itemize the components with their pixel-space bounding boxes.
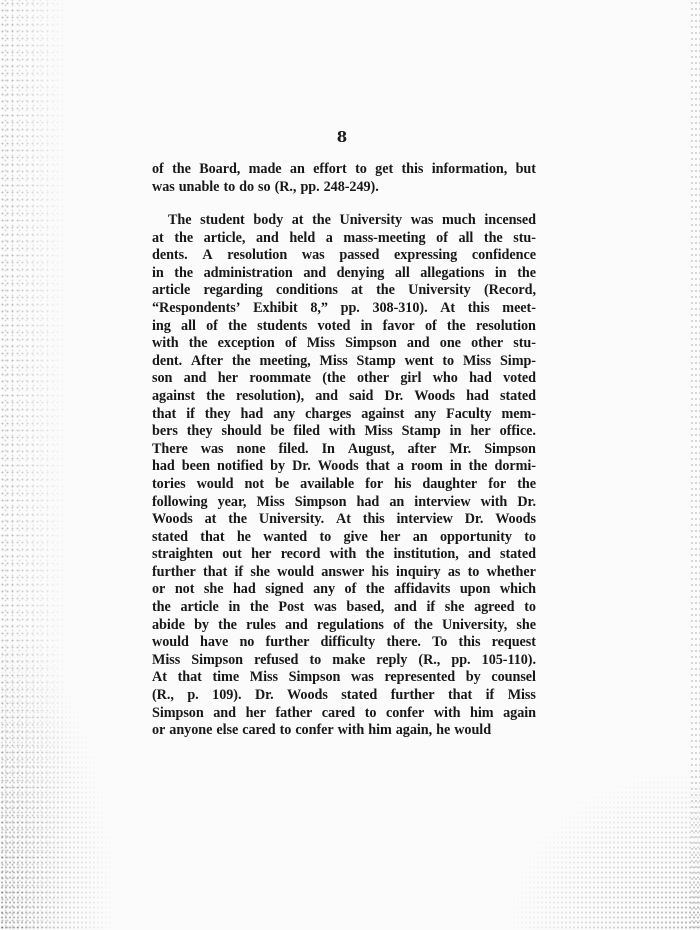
text-line: Miss Simpson refused to make reply (R., pp. 105-110).: [152, 651, 536, 668]
text-line: article regarding conditions at the University (Record,: [152, 282, 536, 299]
text-line: bers they should be filed with Miss Stamp in her office.: [152, 423, 536, 440]
text-line: further that if she would answer his inquiry as to whether: [152, 563, 536, 580]
text-line: straighten out her record with the institution, and stated: [152, 546, 536, 563]
text-line: had been notified by Dr. Woods that a room in the dormi-: [152, 458, 536, 475]
page-number: 8: [336, 128, 348, 146]
text-line: the article in the Post was based, and if she agreed to: [152, 599, 536, 616]
scan-noise-bottom-right: [500, 760, 700, 930]
text-line: Woods at the University. At this interview Dr. Woods: [152, 511, 536, 528]
text-line: or not she had signed any of the affidavits upon which: [152, 581, 536, 598]
text-line: of the Board, made an effort to get this information, but: [152, 161, 536, 177]
text-line: “Respondents’ Exhibit 8,” pp. 308-310). At this meet-: [152, 299, 536, 316]
text-line: tories would not be available for his daughter for the: [152, 475, 536, 492]
text-line: against the resolution), and said Dr. Woods had stated: [152, 387, 536, 404]
text-line: stated that he wanted to give her an opportunity to: [152, 528, 536, 545]
text-line: son and her roommate (the other girl who had voted: [152, 370, 536, 387]
text-line: following year, Miss Simpson had an interview with Dr.: [152, 493, 536, 510]
text-line: was unable to do so (R., pp. 248-249).: [152, 178, 379, 195]
text-line: or anyone else cared to confer with him again, he would: [152, 722, 492, 739]
paragraph-continuation: [152, 161, 536, 196]
text-line: with the exception of Miss Simpson and one other stu-: [152, 335, 536, 352]
text-line: that if they had any charges against any Faculty mem-: [152, 405, 536, 422]
text-line: abide by the rules and regulations of the University, she: [152, 616, 536, 633]
text-line: dent. After the meeting, Miss Stamp went to Miss Simp-: [152, 352, 536, 369]
scan-noise-right-edge: [690, 0, 700, 930]
text-line: Simpson and her father cared to confer with him again: [152, 704, 536, 721]
text-line: at the article, and held a mass-meeting of all the stu-: [152, 229, 536, 246]
text-line: dents. A resolution was passed expressing confidence: [152, 247, 536, 264]
paragraph-student-body: [152, 212, 536, 740]
text-line: in the administration and denying all allegations in the: [152, 264, 536, 281]
text-line: There was none filed. In August, after Mr. Simpson: [152, 440, 536, 457]
text-line: (R., p. 109). Dr. Woods stated further that if Miss: [152, 687, 536, 704]
text-line: ing all of the students voted in favor of the resolution: [152, 317, 536, 334]
scan-noise-bottom-left: [0, 620, 120, 930]
text-line: The student body at the University was much incensed: [168, 212, 536, 228]
text-line: At that time Miss Simpson was represented by counsel: [152, 669, 536, 686]
text-line: would have no further difficulty there. To this request: [152, 634, 536, 651]
